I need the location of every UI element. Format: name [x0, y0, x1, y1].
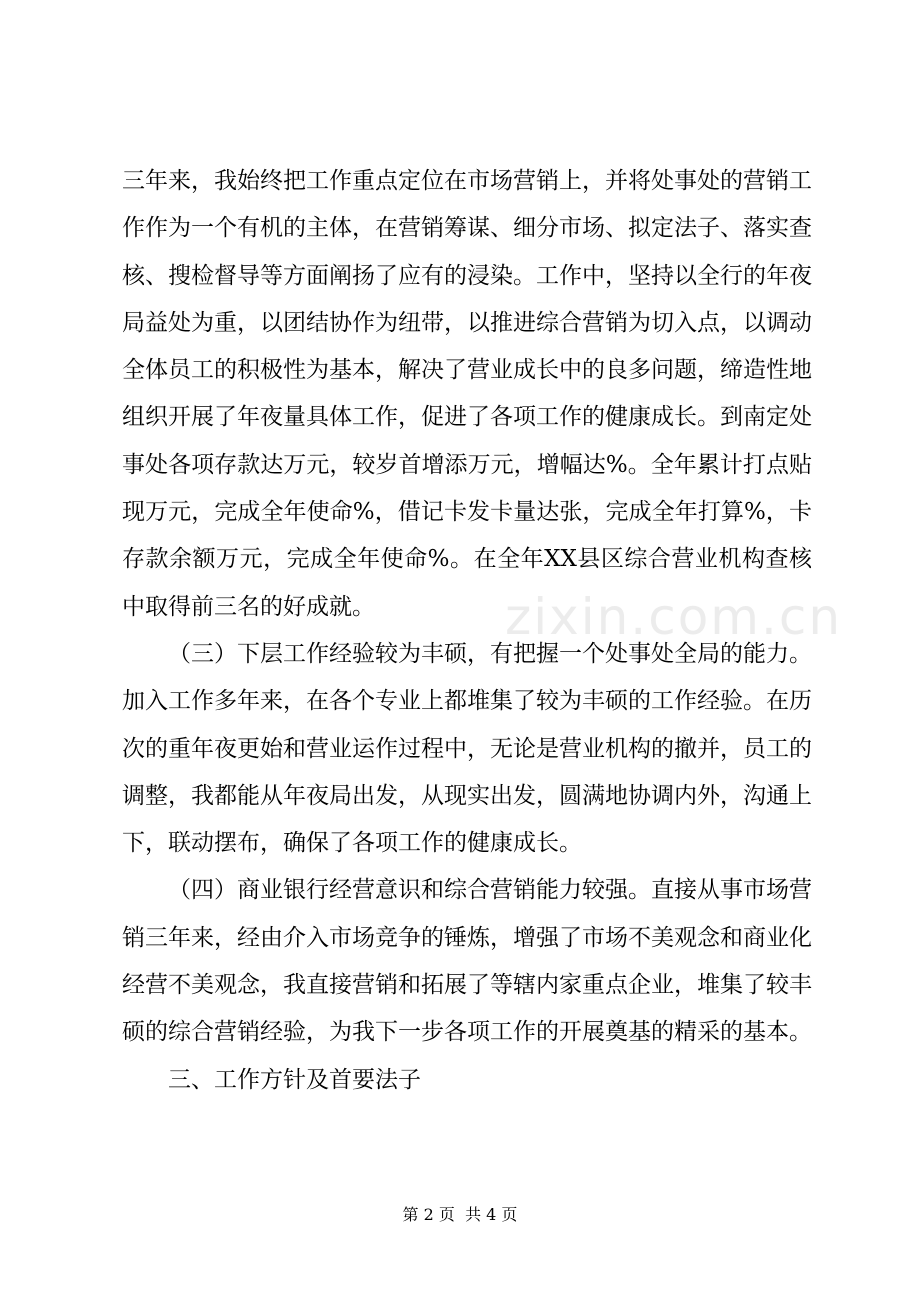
paragraph-experience: （三）下层工作经验较为丰硕，有把握一个处事处全局的能力。加入工作多年来，在各个专业上都堆集了较为丰硕的工作经验。在历次的重年夜更始和营业运作过程中，无论是营业机构的撤并，员工的调整，我都能从年夜局出发，从现实出发，圆满地协调内外，沟通上下，联动摆布，确保了各项工作的健康成长。	[122, 640, 812, 857]
paragraph-achievements: 三年来，我始终把工作重点定位在市场营销上，并将处事处的营销工作作为一个有机的主体，在营销筹谋、细分市场、拟定法子、落实查核、搜检督导等方面阐扬了应有的浸染。工作中，坚持以全行的年夜局益处为重，以团结协作为纽带，以推进综合营销为切入点，以调动全体员工的积极性为基本，解决了营业成长中的良多问题，缔造性地组织开展了年夜量具体工作，促进了各项工作的健康成长。到南定处事处各项存款达万元，较岁首增添万元，增幅达%。全年累计打点贴现万元，完成全年使命%，借记卡发卡量达张，完成全年打算%，卡存款余额万元，完成全年使命%。在全年XX县区综合营业机构查核中取得前三名的好成就。	[122, 168, 812, 620]
page-number-footer: 第 2 页 共 4 页	[402, 1205, 518, 1224]
paragraph-marketing-ability: （四）商业银行经营意识和综合营销能力较强。直接从事市场营销三年来，经由介入市场竞争的锤炼，增强了市场不美观念和商业化经营不美观念，我直接营销和拓展了等辖内家重点企业，堆集了较丰硕的综合营销经验，为我下一步各项工作的开展奠基的精采的基本。	[122, 877, 812, 1046]
watermark-text: zixin.com.cn	[505, 588, 843, 646]
section-heading-goals: 三、工作方针及首要法子	[168, 1066, 421, 1093]
